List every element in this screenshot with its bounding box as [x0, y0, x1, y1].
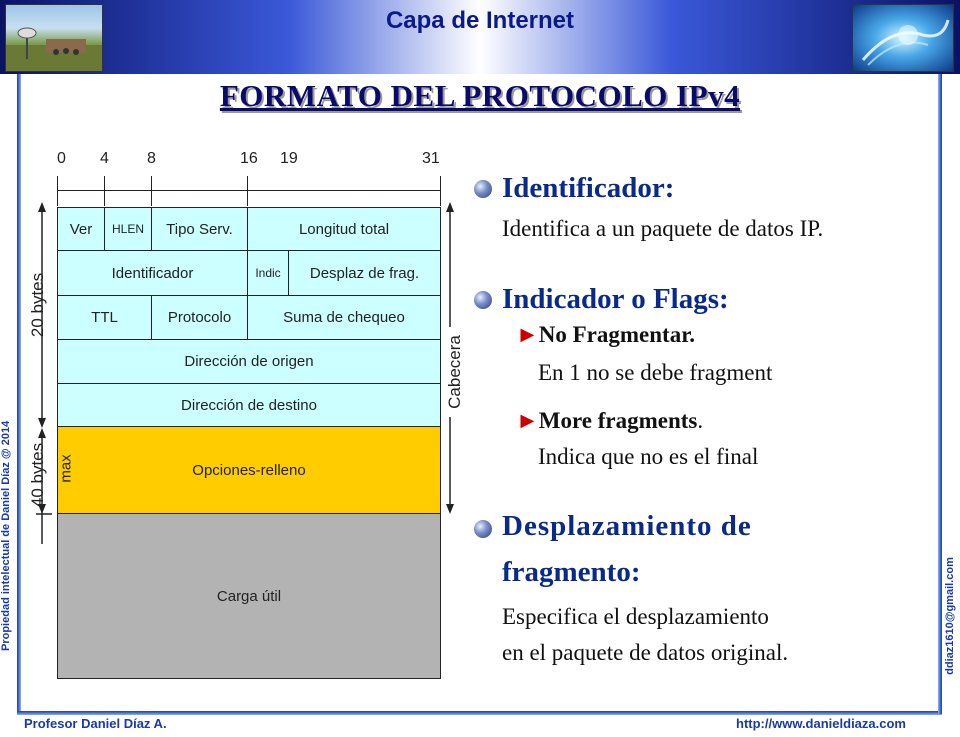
- field-service-type: Tipo Serv.: [151, 207, 248, 251]
- label-20-bytes: 20 bytes: [28, 272, 47, 338]
- frame-bottom-line: [17, 711, 942, 715]
- field-total-length: Longitud total: [247, 207, 441, 251]
- bit-label-31: 31: [422, 150, 440, 167]
- flag-item-more-fragments: ►More fragments.: [516, 408, 704, 433]
- identificador-text: Identifica a un paquete de datos IP.: [502, 216, 824, 241]
- desplazamiento-heading-line2: fragmento:: [502, 556, 641, 588]
- slide-title: FORMATO DEL PROTOCOLO IPv4: [219, 78, 741, 113]
- label-40-bytes: 40 bytes: [28, 442, 47, 508]
- field-fragment-offset: Desplaz de frag.: [288, 250, 441, 296]
- digital-hand-image: [852, 4, 954, 72]
- ipv4-header-diagram: [0, 0, 480, 700]
- field-destination-address: Dirección de destino: [57, 383, 441, 427]
- arrow-right-icon: ►: [516, 408, 539, 433]
- author-name: Profesor Daniel Díaz A.: [24, 716, 167, 731]
- bit-label-0: 0: [57, 150, 66, 167]
- label-max: max: [57, 454, 75, 483]
- email-text: ddiaz1610@gmail.com: [944, 557, 956, 675]
- bullet-icon: [474, 520, 492, 538]
- field-options-padding: Opciones-relleno: [57, 426, 441, 514]
- bit-label-19: 19: [280, 150, 298, 167]
- bullet-icon: [474, 291, 492, 309]
- section-title: Capa de Internet: [385, 7, 575, 34]
- bit-label-16: 16: [240, 150, 258, 167]
- field-checksum: Suma de chequeo: [247, 295, 441, 340]
- field-version: Ver: [57, 207, 105, 251]
- bullet-icon: [474, 180, 492, 198]
- flag-item-more-fragments-desc: Indica que no es el final: [538, 444, 759, 469]
- field-identifier: Identificador: [57, 250, 248, 296]
- flag-item-no-fragment: ►No Fragmentar.: [516, 322, 696, 347]
- field-source-address: Dirección de origen: [57, 339, 441, 384]
- field-hlen: HLEN: [104, 207, 152, 251]
- bit-label-4: 4: [100, 150, 109, 167]
- frame-right-line: [938, 74, 942, 714]
- field-ttl: TTL: [57, 295, 152, 340]
- label-cabecera: Cabecera: [445, 327, 465, 417]
- flag-item-no-fragment-desc: En 1 no se debe fragment: [538, 360, 773, 385]
- bit-ruler: [57, 190, 440, 191]
- desplazamiento-heading-line1: Desplazamiento de: [502, 510, 752, 542]
- website-link[interactable]: http://www.danieldiaza.com: [736, 716, 906, 731]
- desplazamiento-text-line1: Especifica el desplazamiento: [502, 604, 769, 629]
- desplazamiento-text-line2: en el paquete de datos original.: [502, 640, 789, 665]
- flags-heading: Indicador o Flags:: [502, 283, 729, 315]
- arrow-right-icon: ►: [516, 322, 539, 347]
- field-protocol: Protocolo: [151, 295, 248, 340]
- bit-label-8: 8: [147, 150, 156, 167]
- identificador-heading: Identificador:: [502, 172, 675, 204]
- field-flags: Indic: [247, 250, 289, 296]
- field-payload: Carga útil: [57, 513, 441, 679]
- copyright-text: Propiedad intelectual de Daniel Díaz @ 2014: [0, 420, 12, 651]
